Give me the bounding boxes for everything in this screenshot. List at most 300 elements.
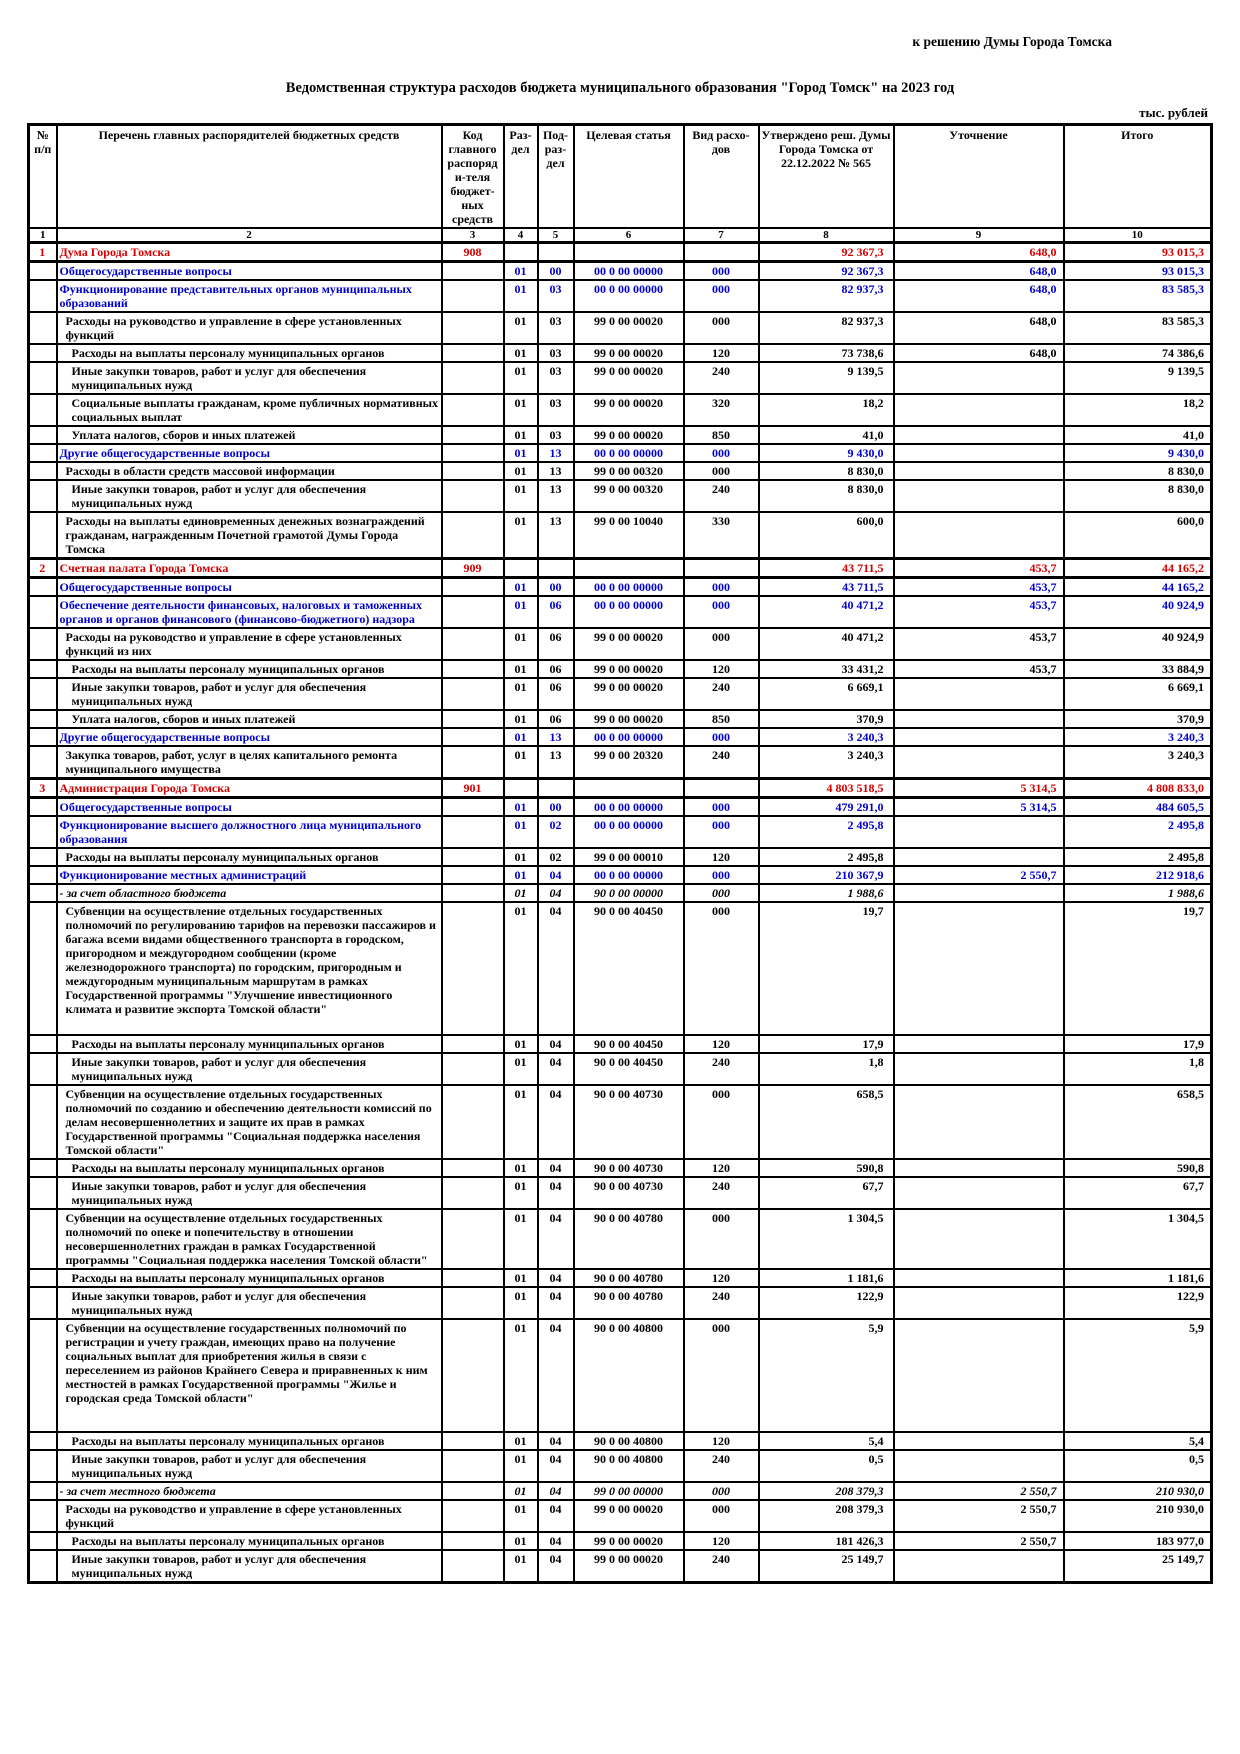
cell-podrazdel: 13 bbox=[538, 746, 574, 779]
cell-row-number bbox=[29, 1450, 57, 1482]
cell-target-article: 99 0 00 00000 bbox=[574, 1482, 684, 1500]
cell-target-article: 99 0 00 00010 bbox=[574, 848, 684, 866]
cell-grbs-code bbox=[442, 902, 504, 1035]
header-row bbox=[29, 125, 1212, 229]
cell-razdel: 01 bbox=[504, 394, 538, 426]
cell-adjustment bbox=[894, 426, 1064, 444]
cell-name: Расходы на выплаты персоналу муниципальных органов bbox=[57, 1269, 442, 1287]
cell-target-article: 90 0 00 40800 bbox=[574, 1450, 684, 1482]
cell-total: 658,5 bbox=[1064, 1085, 1212, 1159]
cell-target-article: 99 0 00 00020 bbox=[574, 1532, 684, 1550]
cell-approved: 1,8 bbox=[759, 1053, 894, 1085]
cell-approved: 1 988,6 bbox=[759, 884, 894, 902]
cell-approved: 9 139,5 bbox=[759, 362, 894, 394]
cell-expense-type: 000 bbox=[684, 596, 759, 628]
cell-grbs-code bbox=[442, 444, 504, 462]
cell-row-number bbox=[29, 512, 57, 559]
cell-approved: 3 240,3 bbox=[759, 728, 894, 746]
cell-razdel bbox=[504, 559, 538, 578]
cell-adjustment: 453,7 bbox=[894, 596, 1064, 628]
cell-total: 4 808 833,0 bbox=[1064, 779, 1212, 798]
cell-target-article: 99 0 00 00020 bbox=[574, 426, 684, 444]
cell-total: 9 139,5 bbox=[1064, 362, 1212, 394]
cell-target-article: 99 0 00 00020 bbox=[574, 312, 684, 344]
cell-grbs-code bbox=[442, 1269, 504, 1287]
cell-podrazdel bbox=[538, 243, 574, 262]
cell-target-article: 99 0 00 00020 bbox=[574, 1550, 684, 1583]
cell-target-article: 00 0 00 00000 bbox=[574, 866, 684, 884]
column-numbers-row bbox=[29, 228, 1212, 243]
cell-podrazdel: 04 bbox=[538, 1085, 574, 1159]
cell-expense-type: 000 bbox=[684, 1482, 759, 1500]
cell-adjustment: 648,0 bbox=[894, 262, 1064, 281]
cell-podrazdel: 04 bbox=[538, 1269, 574, 1287]
column-header-target-article: Целевая статья bbox=[574, 125, 684, 229]
cell-podrazdel: 03 bbox=[538, 344, 574, 362]
cell-expense-type: 000 bbox=[684, 262, 759, 281]
table-row bbox=[29, 710, 1212, 728]
cell-total: 1 988,6 bbox=[1064, 884, 1212, 902]
page-title: Ведомственная структура расходов бюджета муниципального образования "Город Томск" на 2023 год bbox=[285, 80, 955, 96]
cell-target-article: 90 0 00 40450 bbox=[574, 902, 684, 1035]
cell-grbs-code bbox=[442, 660, 504, 678]
cell-total: 93 015,3 bbox=[1064, 262, 1212, 281]
table-row bbox=[29, 1432, 1212, 1450]
cell-approved: 40 471,2 bbox=[759, 596, 894, 628]
cell-adjustment bbox=[894, 902, 1064, 1035]
cell-total: 590,8 bbox=[1064, 1159, 1212, 1177]
table-row bbox=[29, 1287, 1212, 1319]
cell-expense-type: 000 bbox=[684, 462, 759, 480]
cell-adjustment bbox=[894, 1209, 1064, 1269]
cell-approved: 210 367,9 bbox=[759, 866, 894, 884]
table-row bbox=[29, 596, 1212, 628]
cell-adjustment bbox=[894, 394, 1064, 426]
cell-total: 83 585,3 bbox=[1064, 312, 1212, 344]
cell-grbs-code bbox=[442, 1159, 504, 1177]
cell-podrazdel: 03 bbox=[538, 312, 574, 344]
table-row bbox=[29, 344, 1212, 362]
cell-razdel: 01 bbox=[504, 312, 538, 344]
cell-name: Расходы на выплаты единовременных денежных вознаграждений гражданам, награжденным Почетной грамотой Думы Города Томска bbox=[57, 512, 442, 559]
cell-razdel: 01 bbox=[504, 678, 538, 710]
cell-name: Субвенции на осуществление отдельных государственных полномочий по опеке и попечительству в отношении несовершеннолетних граждан в рамках Государственной программы "Социальная поддержка населения Томской области" bbox=[57, 1209, 442, 1269]
cell-razdel: 01 bbox=[504, 660, 538, 678]
col-number: 5 bbox=[538, 228, 574, 243]
cell-row-number bbox=[29, 444, 57, 462]
cell-expense-type: 240 bbox=[684, 746, 759, 779]
cell-grbs-code bbox=[442, 746, 504, 779]
cell-expense-type: 000 bbox=[684, 1085, 759, 1159]
units-label: тыс. рублей bbox=[1139, 105, 1208, 120]
cell-grbs-code bbox=[442, 866, 504, 884]
cell-total: 3 240,3 bbox=[1064, 746, 1212, 779]
cell-row-number bbox=[29, 1085, 57, 1159]
cell-name: Функционирование высшего должностного лица муниципального образования bbox=[57, 816, 442, 848]
cell-razdel: 01 bbox=[504, 816, 538, 848]
cell-total: 122,9 bbox=[1064, 1287, 1212, 1319]
cell-target-article: 90 0 00 40780 bbox=[574, 1209, 684, 1269]
cell-razdel: 01 bbox=[504, 344, 538, 362]
cell-total: 210 930,0 bbox=[1064, 1482, 1212, 1500]
cell-approved: 40 471,2 bbox=[759, 628, 894, 660]
cell-approved: 181 426,3 bbox=[759, 1532, 894, 1550]
cell-target-article: 00 0 00 00000 bbox=[574, 262, 684, 281]
cell-target-article: 90 0 00 40450 bbox=[574, 1035, 684, 1053]
cell-name: Функционирование представительных органов муниципальных образований bbox=[57, 280, 442, 312]
cell-row-number bbox=[29, 660, 57, 678]
cell-approved: 82 937,3 bbox=[759, 280, 894, 312]
cell-row-number bbox=[29, 1209, 57, 1269]
cell-podrazdel: 04 bbox=[538, 1209, 574, 1269]
cell-podrazdel: 06 bbox=[538, 678, 574, 710]
cell-approved: 2 495,8 bbox=[759, 816, 894, 848]
cell-grbs-code bbox=[442, 1319, 504, 1432]
cell-target-article: 99 0 00 00020 bbox=[574, 710, 684, 728]
cell-expense-type: 120 bbox=[684, 1432, 759, 1450]
cell-total: 19,7 bbox=[1064, 902, 1212, 1035]
cell-expense-type bbox=[684, 779, 759, 798]
table-row bbox=[29, 884, 1212, 902]
cell-total: 2 495,8 bbox=[1064, 848, 1212, 866]
column-header-approved: Утверждено реш. Думы Города Томска от 22.12.2022 № 565 bbox=[759, 125, 894, 229]
cell-adjustment: 2 550,7 bbox=[894, 1482, 1064, 1500]
cell-expense-type: 320 bbox=[684, 394, 759, 426]
cell-row-number bbox=[29, 344, 57, 362]
cell-razdel: 01 bbox=[504, 902, 538, 1035]
cell-grbs-code bbox=[442, 1085, 504, 1159]
cell-target-article: 90 0 00 00000 bbox=[574, 884, 684, 902]
cell-name: Иные закупки товаров, работ и услуг для обеспечения муниципальных нужд bbox=[57, 1287, 442, 1319]
table-row bbox=[29, 779, 1212, 798]
cell-name: Иные закупки товаров, работ и услуг для обеспечения муниципальных нужд bbox=[57, 362, 442, 394]
cell-podrazdel: 04 bbox=[538, 1432, 574, 1450]
cell-podrazdel: 06 bbox=[538, 660, 574, 678]
cell-podrazdel: 06 bbox=[538, 596, 574, 628]
cell-razdel: 01 bbox=[504, 866, 538, 884]
cell-row-number bbox=[29, 312, 57, 344]
cell-approved: 18,2 bbox=[759, 394, 894, 426]
cell-target-article: 90 0 00 40780 bbox=[574, 1287, 684, 1319]
cell-razdel: 01 bbox=[504, 444, 538, 462]
cell-grbs-code: 909 bbox=[442, 559, 504, 578]
cell-name: Иные закупки товаров, работ и услуг для обеспечения муниципальных нужд bbox=[57, 1450, 442, 1482]
cell-row-number bbox=[29, 848, 57, 866]
cell-name: Расходы на руководство и управление в сфере установленных функций из них bbox=[57, 628, 442, 660]
cell-expense-type: 120 bbox=[684, 1269, 759, 1287]
cell-podrazdel: 06 bbox=[538, 710, 574, 728]
cell-row-number bbox=[29, 628, 57, 660]
cell-name: Расходы на выплаты персоналу муниципальных органов bbox=[57, 1532, 442, 1550]
table-row bbox=[29, 1053, 1212, 1085]
column-header-name: Перечень главных распорядителей бюджетных средств bbox=[57, 125, 442, 229]
cell-expense-type: 120 bbox=[684, 1035, 759, 1053]
cell-target-article: 90 0 00 40450 bbox=[574, 1053, 684, 1085]
cell-row-number bbox=[29, 362, 57, 394]
cell-approved: 5,4 bbox=[759, 1432, 894, 1450]
column-header-podrazdel: Под-раз-дел bbox=[538, 125, 574, 229]
cell-approved: 25 149,7 bbox=[759, 1550, 894, 1583]
cell-expense-type: 240 bbox=[684, 1287, 759, 1319]
cell-podrazdel: 04 bbox=[538, 1532, 574, 1550]
cell-target-article bbox=[574, 243, 684, 262]
cell-expense-type: 120 bbox=[684, 1159, 759, 1177]
cell-name: Общегосударственные вопросы bbox=[57, 578, 442, 597]
cell-adjustment bbox=[894, 1053, 1064, 1085]
cell-approved: 2 495,8 bbox=[759, 848, 894, 866]
cell-approved: 6 669,1 bbox=[759, 678, 894, 710]
cell-name: Другие общегосударственные вопросы bbox=[57, 728, 442, 746]
table-row bbox=[29, 559, 1212, 578]
cell-grbs-code bbox=[442, 262, 504, 281]
col-number: 1 bbox=[29, 228, 57, 243]
table-row bbox=[29, 866, 1212, 884]
cell-target-article: 00 0 00 00000 bbox=[574, 798, 684, 817]
cell-target-article: 00 0 00 00000 bbox=[574, 816, 684, 848]
cell-razdel: 01 bbox=[504, 1550, 538, 1583]
cell-grbs-code bbox=[442, 678, 504, 710]
cell-name: Иные закупки товаров, работ и услуг для обеспечения муниципальных нужд bbox=[57, 678, 442, 710]
cell-total: 67,7 bbox=[1064, 1177, 1212, 1209]
cell-name: Другие общегосударственные вопросы bbox=[57, 444, 442, 462]
cell-row-number: 1 bbox=[29, 243, 57, 262]
cell-row-number bbox=[29, 596, 57, 628]
cell-total: 93 015,3 bbox=[1064, 243, 1212, 262]
cell-name: Расходы на выплаты персоналу муниципальных органов bbox=[57, 660, 442, 678]
cell-adjustment bbox=[894, 816, 1064, 848]
cell-expense-type: 120 bbox=[684, 848, 759, 866]
cell-podrazdel: 04 bbox=[538, 1319, 574, 1432]
cell-podrazdel: 04 bbox=[538, 1035, 574, 1053]
cell-approved: 370,9 bbox=[759, 710, 894, 728]
cell-expense-type: 240 bbox=[684, 1450, 759, 1482]
column-header-razdel: Раз-дел bbox=[504, 125, 538, 229]
cell-grbs-code bbox=[442, 1287, 504, 1319]
cell-approved: 590,8 bbox=[759, 1159, 894, 1177]
cell-grbs-code bbox=[442, 1432, 504, 1450]
cell-target-article: 90 0 00 40730 bbox=[574, 1177, 684, 1209]
cell-approved: 122,9 bbox=[759, 1287, 894, 1319]
cell-row-number: 3 bbox=[29, 779, 57, 798]
cell-razdel bbox=[504, 243, 538, 262]
cell-razdel: 01 bbox=[504, 628, 538, 660]
cell-approved: 92 367,3 bbox=[759, 262, 894, 281]
table-row bbox=[29, 578, 1212, 597]
cell-target-article: 00 0 00 00000 bbox=[574, 728, 684, 746]
cell-expense-type: 000 bbox=[684, 902, 759, 1035]
table-row bbox=[29, 902, 1212, 1035]
cell-adjustment: 453,7 bbox=[894, 578, 1064, 597]
cell-target-article: 99 0 00 10040 bbox=[574, 512, 684, 559]
table-row bbox=[29, 746, 1212, 779]
cell-row-number bbox=[29, 1319, 57, 1432]
cell-razdel: 01 bbox=[504, 280, 538, 312]
cell-name: Дума Города Томска bbox=[57, 243, 442, 262]
cell-adjustment bbox=[894, 678, 1064, 710]
cell-razdel: 01 bbox=[504, 746, 538, 779]
cell-expense-type: 000 bbox=[684, 866, 759, 884]
table-row bbox=[29, 1035, 1212, 1053]
cell-expense-type: 000 bbox=[684, 312, 759, 344]
cell-expense-type: 000 bbox=[684, 798, 759, 817]
cell-approved: 82 937,3 bbox=[759, 312, 894, 344]
cell-row-number bbox=[29, 798, 57, 817]
cell-grbs-code bbox=[442, 462, 504, 480]
cell-name: - за счет областного бюджета bbox=[57, 884, 442, 902]
cell-row-number bbox=[29, 1269, 57, 1287]
cell-grbs-code bbox=[442, 728, 504, 746]
cell-grbs-code bbox=[442, 1035, 504, 1053]
cell-podrazdel: 04 bbox=[538, 1159, 574, 1177]
cell-name: Расходы на выплаты персоналу муниципальных органов bbox=[57, 1035, 442, 1053]
cell-target-article: 99 0 00 00320 bbox=[574, 480, 684, 512]
cell-target-article: 99 0 00 00020 bbox=[574, 660, 684, 678]
cell-adjustment bbox=[894, 1035, 1064, 1053]
cell-name: Социальные выплаты гражданам, кроме публичных нормативных социальных выплат bbox=[57, 394, 442, 426]
cell-grbs-code bbox=[442, 628, 504, 660]
cell-podrazdel: 04 bbox=[538, 1482, 574, 1500]
cell-approved: 1 304,5 bbox=[759, 1209, 894, 1269]
cell-approved: 1 181,6 bbox=[759, 1269, 894, 1287]
cell-razdel: 01 bbox=[504, 362, 538, 394]
cell-approved: 5,9 bbox=[759, 1319, 894, 1432]
cell-adjustment: 648,0 bbox=[894, 312, 1064, 344]
col-number: 7 bbox=[684, 228, 759, 243]
cell-razdel: 01 bbox=[504, 848, 538, 866]
column-header-adjustment: Уточнение bbox=[894, 125, 1064, 229]
cell-adjustment bbox=[894, 444, 1064, 462]
cell-razdel: 01 bbox=[504, 1085, 538, 1159]
cell-razdel: 01 bbox=[504, 710, 538, 728]
cell-grbs-code bbox=[442, 578, 504, 597]
cell-total: 74 386,6 bbox=[1064, 344, 1212, 362]
cell-adjustment bbox=[894, 1450, 1064, 1482]
cell-podrazdel: 04 bbox=[538, 1500, 574, 1532]
cell-grbs-code bbox=[442, 596, 504, 628]
cell-total: 5,4 bbox=[1064, 1432, 1212, 1450]
cell-grbs-code bbox=[442, 394, 504, 426]
cell-expense-type: 120 bbox=[684, 660, 759, 678]
cell-row-number bbox=[29, 728, 57, 746]
cell-adjustment: 5 314,5 bbox=[894, 779, 1064, 798]
cell-approved: 19,7 bbox=[759, 902, 894, 1035]
cell-expense-type: 240 bbox=[684, 1053, 759, 1085]
cell-podrazdel: 13 bbox=[538, 512, 574, 559]
cell-podrazdel: 04 bbox=[538, 884, 574, 902]
cell-name: Общегосударственные вопросы bbox=[57, 262, 442, 281]
cell-approved: 33 431,2 bbox=[759, 660, 894, 678]
cell-expense-type bbox=[684, 559, 759, 578]
cell-adjustment bbox=[894, 1550, 1064, 1583]
cell-name: Иные закупки товаров, работ и услуг для обеспечения муниципальных нужд bbox=[57, 480, 442, 512]
cell-row-number bbox=[29, 1177, 57, 1209]
cell-target-article: 00 0 00 00000 bbox=[574, 280, 684, 312]
cell-expense-type: 000 bbox=[684, 728, 759, 746]
table-row bbox=[29, 480, 1212, 512]
cell-podrazdel: 06 bbox=[538, 628, 574, 660]
cell-grbs-code bbox=[442, 344, 504, 362]
cell-adjustment bbox=[894, 1177, 1064, 1209]
cell-name: Расходы на выплаты персоналу муниципальных органов bbox=[57, 1432, 442, 1450]
table-row bbox=[29, 444, 1212, 462]
cell-target-article: 99 0 00 00020 bbox=[574, 1500, 684, 1532]
cell-podrazdel: 13 bbox=[538, 444, 574, 462]
table-body bbox=[29, 243, 1212, 1583]
cell-razdel: 01 bbox=[504, 1159, 538, 1177]
cell-adjustment: 648,0 bbox=[894, 280, 1064, 312]
cell-name: Закупка товаров, работ, услуг в целях капитального ремонта муниципального имущества bbox=[57, 746, 442, 779]
table-row bbox=[29, 1177, 1212, 1209]
cell-grbs-code bbox=[442, 1550, 504, 1583]
table-row bbox=[29, 1550, 1212, 1583]
cell-razdel: 01 bbox=[504, 1432, 538, 1450]
cell-adjustment bbox=[894, 710, 1064, 728]
cell-total: 5,9 bbox=[1064, 1319, 1212, 1432]
cell-adjustment: 2 550,7 bbox=[894, 866, 1064, 884]
cell-grbs-code bbox=[442, 362, 504, 394]
cell-adjustment bbox=[894, 1159, 1064, 1177]
cell-row-number bbox=[29, 1532, 57, 1550]
cell-name: Иные закупки товаров, работ и услуг для обеспечения муниципальных нужд bbox=[57, 1550, 442, 1583]
cell-grbs-code bbox=[442, 480, 504, 512]
cell-total: 8 830,0 bbox=[1064, 462, 1212, 480]
cell-row-number bbox=[29, 746, 57, 779]
cell-podrazdel: 03 bbox=[538, 394, 574, 426]
cell-target-article: 99 0 00 00020 bbox=[574, 344, 684, 362]
cell-total: 370,9 bbox=[1064, 710, 1212, 728]
cell-target-article: 99 0 00 00020 bbox=[574, 362, 684, 394]
cell-podrazdel: 13 bbox=[538, 728, 574, 746]
cell-name: Субвенции на осуществление отдельных государственных полномочий по созданию и обеспечению деятельности комиссий по делам несовершеннолетних и защите их прав в рамках Государственной программы "Социальная поддержка населения Томской области" bbox=[57, 1085, 442, 1159]
cell-row-number bbox=[29, 480, 57, 512]
cell-expense-type: 000 bbox=[684, 280, 759, 312]
table-row bbox=[29, 280, 1212, 312]
cell-podrazdel: 03 bbox=[538, 426, 574, 444]
table-row bbox=[29, 1532, 1212, 1550]
cell-target-article: 90 0 00 40780 bbox=[574, 1269, 684, 1287]
cell-grbs-code bbox=[442, 1053, 504, 1085]
column-header-num: № п/п bbox=[29, 125, 57, 229]
cell-grbs-code bbox=[442, 280, 504, 312]
cell-name: Субвенции на осуществление отдельных государственных полномочий по регулированию тарифов на перевозки пассажиров и багажа всеми видами общественного транспорта в городском, пригородном и междугородном сообщении (кроме железнодорожного транспорта) по городским, пригородным и междугородным муниципальным маршрутам в рамках Государственной программы "Улучшение инвестиционного климата и развитие экспорта Томской области" bbox=[57, 902, 442, 1035]
cell-name: Обеспечение деятельности финансовых, налоговых и таможенных органов и органов финансового (финансово-бюджетного) надзора bbox=[57, 596, 442, 628]
cell-podrazdel: 04 bbox=[538, 1177, 574, 1209]
cell-adjustment bbox=[894, 1287, 1064, 1319]
cell-adjustment bbox=[894, 1432, 1064, 1450]
cell-approved: 600,0 bbox=[759, 512, 894, 559]
cell-grbs-code bbox=[442, 512, 504, 559]
cell-name: Уплата налогов, сборов и иных платежей bbox=[57, 426, 442, 444]
table-row bbox=[29, 1450, 1212, 1482]
cell-expense-type: 240 bbox=[684, 678, 759, 710]
cell-row-number bbox=[29, 426, 57, 444]
cell-razdel: 01 bbox=[504, 1209, 538, 1269]
col-number: 10 bbox=[1064, 228, 1212, 243]
cell-podrazdel: 02 bbox=[538, 816, 574, 848]
cell-razdel: 01 bbox=[504, 512, 538, 559]
cell-total: 212 918,6 bbox=[1064, 866, 1212, 884]
cell-row-number bbox=[29, 902, 57, 1035]
column-header-expense-type: Вид расхо-дов bbox=[684, 125, 759, 229]
cell-total: 44 165,2 bbox=[1064, 578, 1212, 597]
cell-name: Иные закупки товаров, работ и услуг для обеспечения муниципальных нужд bbox=[57, 1177, 442, 1209]
cell-approved: 73 738,6 bbox=[759, 344, 894, 362]
cell-expense-type: 330 bbox=[684, 512, 759, 559]
cell-razdel: 01 bbox=[504, 1482, 538, 1500]
cell-row-number bbox=[29, 1500, 57, 1532]
cell-razdel: 01 bbox=[504, 426, 538, 444]
cell-total: 6 669,1 bbox=[1064, 678, 1212, 710]
